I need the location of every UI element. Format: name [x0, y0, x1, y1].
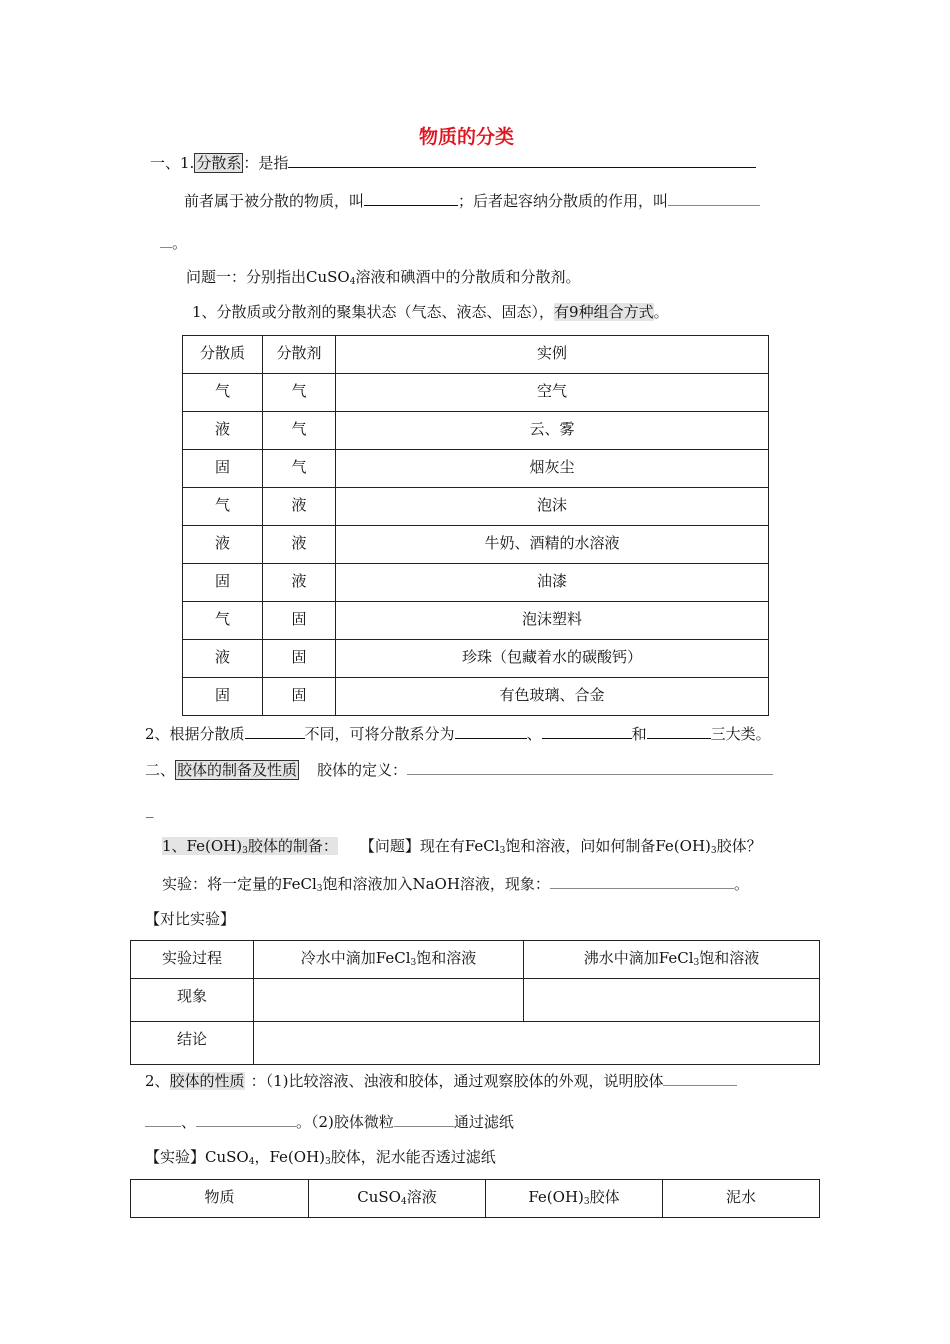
experiment-line: 实验：将一定量的FeCl$_3$饱和溶液加入NaOH溶液，现象： 。 [162, 875, 749, 894]
section2-heading: 二、 胶体的制备及性质 胶体的定义： [145, 759, 773, 780]
properties-line: 2、胶体的性质 ：（1)比较溶液、浊液和胶体，通过观察胶体的外观，说明胶体 [145, 1070, 737, 1091]
blank-appearance-1[interactable] [663, 1070, 737, 1086]
question-one: 问题一：分别指出CuSO$_4$溶液和碘酒中的分散质和分散剂。 [186, 268, 581, 287]
table-row: 气 液 泡沫 [183, 488, 769, 526]
blank-definition[interactable] [288, 152, 756, 168]
item-2: 2、根据分散质 不同，可将分散系分为 、 和 三大类。 [145, 725, 771, 743]
table-row: 固 液 油漆 [183, 564, 769, 602]
blank-phenomenon[interactable] [550, 873, 734, 889]
table-row: 液 气 云、雾 [183, 412, 769, 450]
table-header: 分散剂 [263, 336, 336, 374]
preparation-line: 1、$Fe(OH)_3$胶体的制备： 【问题】现在有FeCl$_3$饱和溶液，问如何制备$Fe(OH)_3$胶体？ [162, 837, 762, 856]
cell-cold-phenomenon[interactable] [254, 979, 524, 1022]
blank-solution[interactable] [455, 723, 527, 739]
blank-appearance-1-tail[interactable] [145, 1111, 181, 1127]
cell-hot-phenomenon[interactable] [524, 979, 820, 1022]
table-row: 气 气 空气 [183, 374, 769, 412]
filter-experiment-line: 【实验】CuSO$_4$，$Fe(OH)_3$胶体，泥水能否透过滤纸 [145, 1148, 496, 1167]
blank-suspension[interactable] [647, 723, 711, 739]
table-header: 分散质 [183, 336, 263, 374]
combination-table [182, 335, 769, 716]
item-1: 1、分散质或分散剂的聚集状态（气态、液态、固态），有9种组合方式。 [192, 303, 669, 321]
table-header: 实例 [336, 336, 769, 374]
blank-dispersion-medium[interactable] [668, 190, 760, 206]
cell-conclusion[interactable] [254, 1022, 820, 1065]
dispersion-line: 前者属于被分散的物质，叫 ；后者起容纳分散质的作用，叫 [184, 190, 760, 211]
blank-colloid-definition[interactable] [407, 759, 773, 775]
table-row: 气 固 泡沫塑料 [183, 602, 769, 640]
blank-medium-tail[interactable] [160, 232, 172, 248]
term-colloid: 胶体的制备及性质 [177, 761, 298, 779]
page-title: 物质的分类 [419, 126, 515, 148]
blank-colloid[interactable] [542, 723, 632, 739]
properties-line-2: 、 。（2)胶体微粒 通过滤纸 [145, 1111, 514, 1132]
table-row: 液 固 珍珠（包藏着水的碳酸钙） [183, 640, 769, 678]
contrast-experiment-label: 【对比实验】 [145, 910, 236, 928]
filter-table: 物质 CuSO$_4$溶液 $Fe(OH)_3$胶体 泥水 [130, 1179, 820, 1218]
term-dispersion-system: 分散系 [196, 154, 242, 172]
section1-heading: 一、1. 分散系 ：是指 [150, 152, 756, 173]
table-row: 固 气 烟灰尘 [183, 450, 769, 488]
blank-filter[interactable] [394, 1111, 454, 1127]
contrast-table: 实验过程 冷水中滴加FeCl$_3$饱和溶液 沸水中滴加FeCl$_3$饱和溶液 现象 结论 [130, 940, 820, 1065]
blank-particle-size[interactable] [245, 723, 305, 739]
table-row: 固 固 有色玻璃、合金 [183, 678, 769, 716]
blank-dispersed-phase[interactable] [364, 190, 458, 206]
table-row: 液 液 牛奶、酒精的水溶液 [183, 526, 769, 564]
blank-appearance-2[interactable] [196, 1111, 296, 1127]
